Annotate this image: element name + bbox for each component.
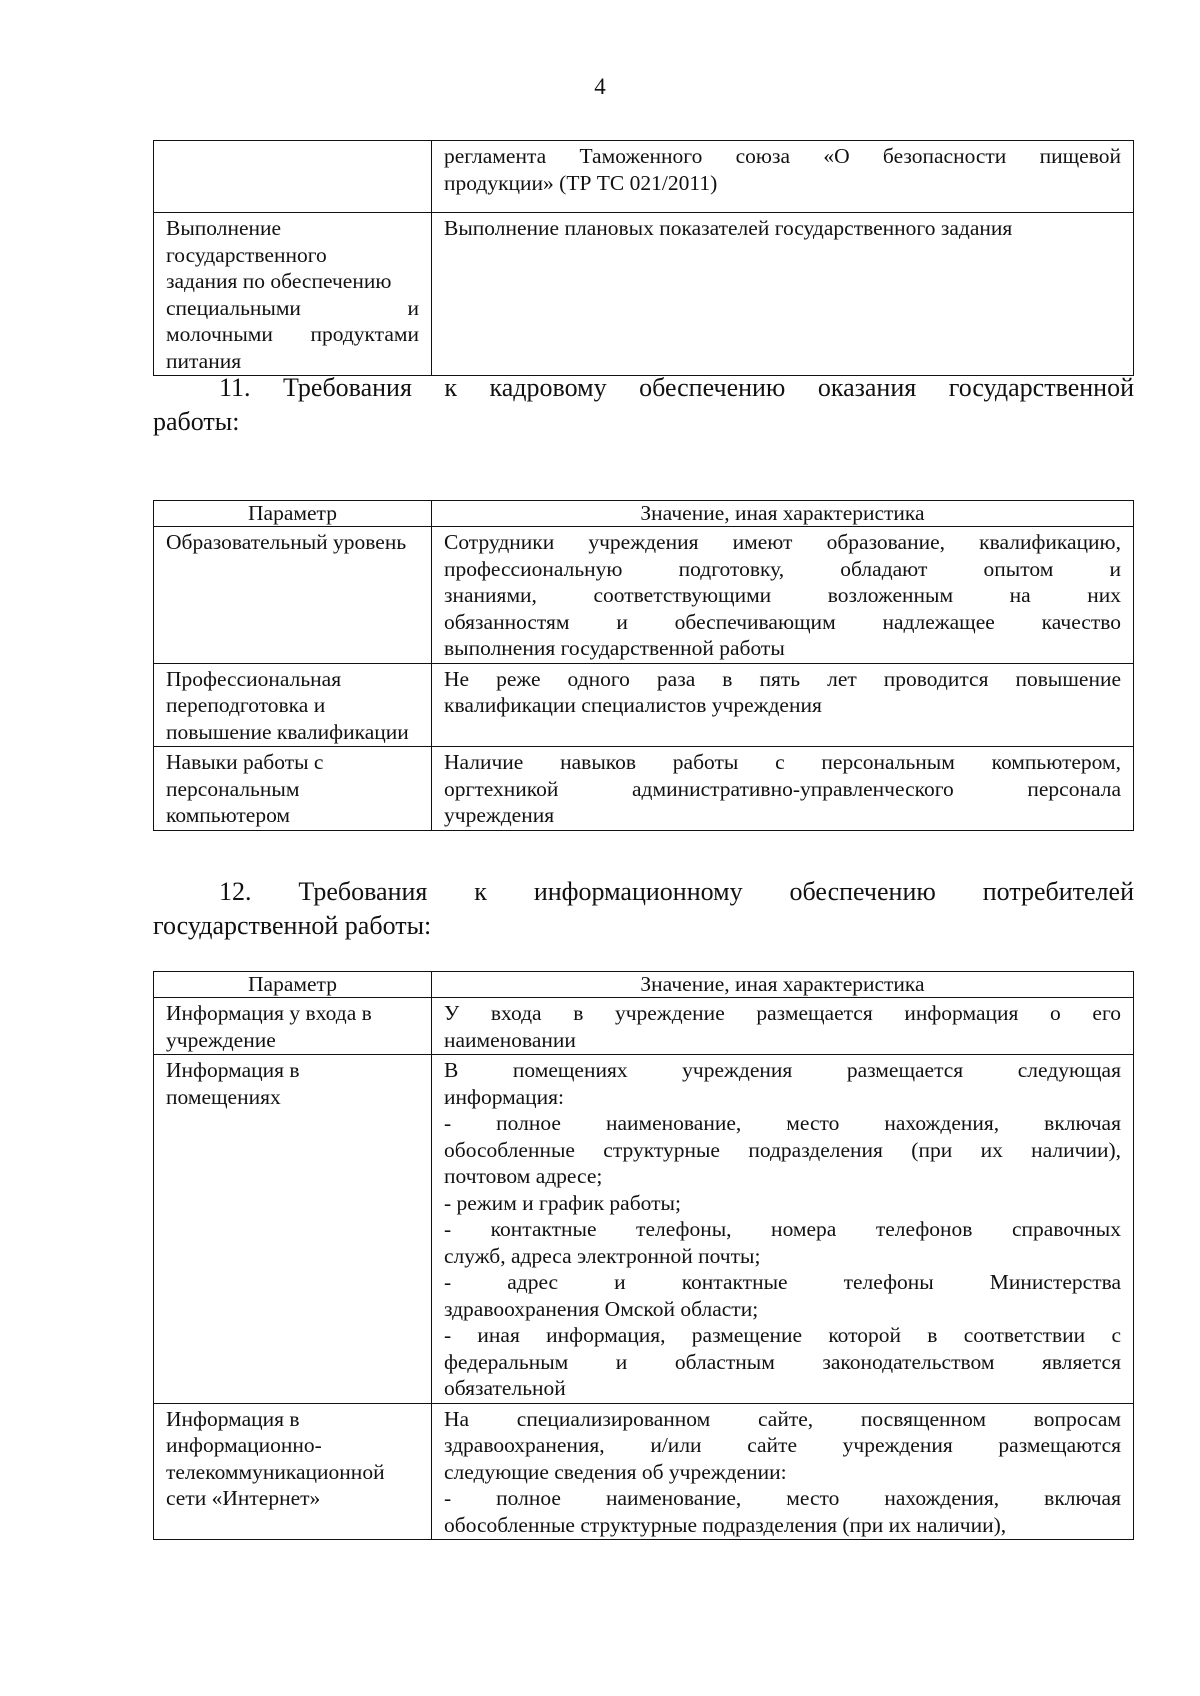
cell-line: помещениях [166,1084,281,1109]
cell-line: регламента Таможенного союза «О безопасности пищевой [444,144,1121,168]
cell-line: - полное наименование, место нахождения, включая [444,1486,1121,1510]
value-cell [432,1403,1134,1540]
cell-line: - режим и график работы; [444,1190,681,1215]
cell-line: квалификации специалистов учреждения [444,693,822,717]
cell-line: следующие сведения об учреждении: [444,1459,787,1484]
cell-line: учреждение [166,1027,276,1052]
param-cell [154,527,432,664]
value-cell [432,527,1134,664]
cell-line: профессиональную подготовку, обладают опытом и [444,556,1121,581]
cell-line: У входа в учреждение размещается информация о его [444,1001,1121,1025]
table-state-task [153,140,1134,376]
cell-line: - полное наименование, место нахождения, включая [444,1111,1121,1135]
param-cell [154,213,432,376]
table-row [154,663,1134,747]
cell-line: наименовании [444,1027,576,1052]
section-12-heading [153,875,1134,943]
cell-line: почтовом адресе; [444,1164,603,1188]
param-cell [154,663,432,747]
column-header: Значение, иная характеристика [432,501,1134,527]
table-row [154,527,1134,664]
section-11-heading [153,371,1134,439]
table-row [154,747,1134,831]
cell-line: Профессиональная [166,666,342,691]
cell-line: федеральным и областным законодательством является [444,1349,1121,1374]
column-header: Параметр [154,972,432,998]
table-header-row [154,972,1134,998]
param-cell [154,1403,432,1540]
cell-line: питания [166,348,242,373]
table-header-row [154,501,1134,527]
cell-line: Сотрудники учреждения имеют образование, квалификацию, [444,530,1121,554]
cell-line: Выполнение [166,216,282,240]
table-row [154,1055,1134,1404]
cell-line: специальными и [166,295,419,320]
cell-line: Выполнение плановых показателей государственного задания [444,216,1013,240]
cell-line: Образовательный уровень [166,530,407,554]
heading-line: работы: [153,407,240,436]
cell-line: здравоохранения, и/или сайте учреждения размещаются [444,1433,1121,1457]
cell-line: - контактные телефоны, номера телефонов справочных [444,1217,1121,1241]
value-cell [432,1055,1134,1404]
cell-line: оргтехникой административно-управленческого персонала [444,776,1121,801]
heading-line: государственной работы: [153,911,432,940]
table-row [154,998,1134,1055]
cell-line: Не реже одного раза в пять лет проводится повышение [444,666,1121,691]
cell-line: персональным [166,776,300,801]
table-row [154,141,1134,213]
cell-line: В помещениях учреждения размещается следующая [444,1058,1121,1082]
page-number: 4 [594,74,606,99]
cell-line: повышение квалификации [166,719,409,744]
table-staffing [153,500,1134,831]
cell-line: служб, адреса электронной почты; [444,1243,761,1268]
param-cell [154,998,432,1055]
cell-line: - адрес и контактные телефоны Министерства [444,1270,1121,1294]
cell-line: молочными продуктами [166,322,419,346]
value-cell [432,213,1134,376]
cell-line: выполнения государственной работы [444,636,785,660]
column-header: Параметр [154,501,432,527]
cell-line: Информация в [166,1406,300,1431]
cell-line: обособленные структурные подразделения (при их наличии), [444,1137,1121,1162]
cell-line: - иная информация, размещение которой в соответствии с [444,1323,1121,1347]
param-cell [154,747,432,831]
table-row [154,213,1134,376]
table-row [154,1403,1134,1540]
value-cell [432,141,1134,213]
cell-line: информационно- [166,1433,322,1457]
cell-line: знаниями, соответствующими возложенным на них [444,583,1121,607]
cell-line: переподготовка и [166,693,326,717]
heading-line: 11. Требования к кадровому обеспечению оказания государственной [219,373,1134,402]
cell-line: обособленные структурные подразделения (при их наличии), [444,1512,1007,1537]
cell-line: обязанностям и обеспечивающим надлежащее качество [444,609,1121,634]
column-header: Значение, иная характеристика [432,972,1134,998]
table-information [153,971,1134,1540]
heading-line: 12. Требования к информационному обеспечению потребителей [219,877,1134,906]
param-cell [154,141,432,213]
param-cell [154,1055,432,1404]
cell-line: Информация у входа в [166,1001,372,1025]
cell-line: государственного [166,242,327,267]
cell-line: здравоохранения Омской области; [444,1296,759,1321]
cell-line: Наличие навыков работы с персональным компьютером, [444,750,1121,774]
cell-line: задания по обеспечению [166,269,392,293]
value-cell [432,998,1134,1055]
cell-line: продукции» (ТР ТС 021/2011) [444,170,718,195]
cell-line: Информация в [166,1058,300,1082]
cell-line: Навыки работы с [166,750,324,774]
cell-line: сети «Интернет» [166,1486,321,1510]
cell-line: телекоммуникационной [166,1459,385,1484]
cell-line: учреждения [444,803,555,827]
value-cell [432,663,1134,747]
value-cell [432,747,1134,831]
cell-line: обязательной [444,1376,566,1400]
cell-line: информация: [444,1084,564,1109]
cell-line: На специализированном сайте, посвященном вопросам [444,1406,1121,1431]
cell-line: компьютером [166,803,291,827]
